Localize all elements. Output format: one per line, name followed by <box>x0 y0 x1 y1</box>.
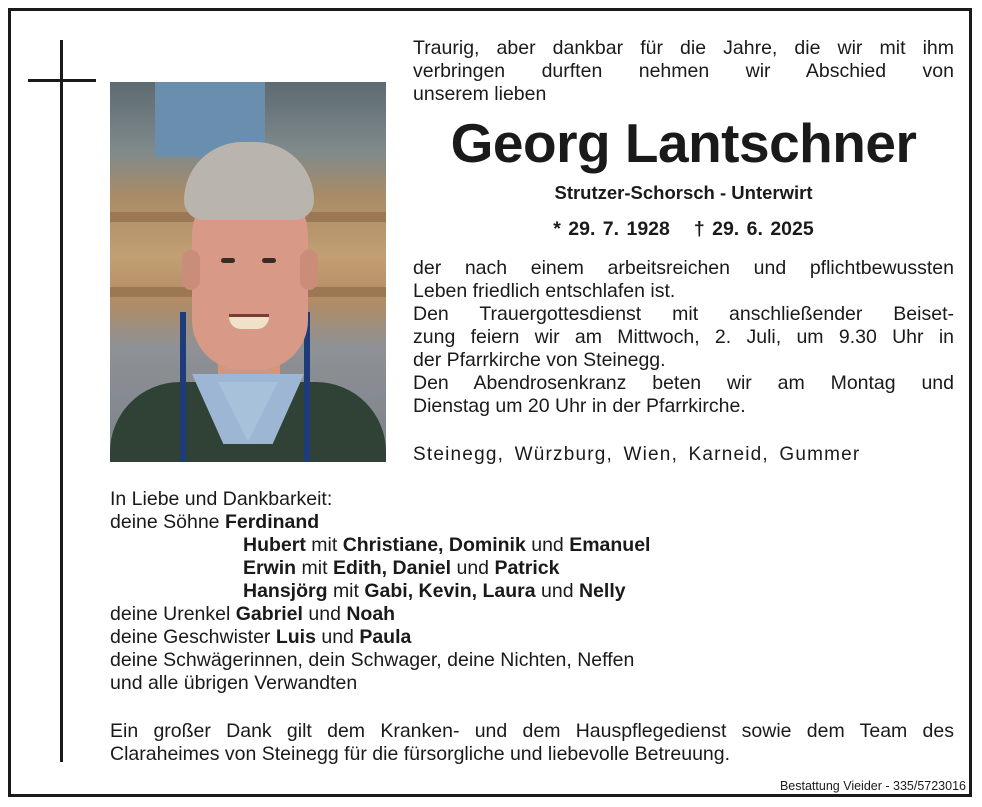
body-line: Den Abendrosenkranz beten wir am Montag und <box>413 372 954 394</box>
life-dates <box>413 218 954 241</box>
sons-line: Hansjörg mit Gabi, Kevin, Laura und Nelly <box>243 580 626 602</box>
body-line: Den Trauergottesdienst mit anschließender Beiset- <box>413 303 954 325</box>
thanks-line: Ein großer Dank gilt dem Kranken- und dem Hauspflegedienst sowie dem Team des <box>110 720 954 742</box>
death-date: † 29. 6. 2025 <box>693 218 814 240</box>
intro-line: unserem lieben <box>413 83 547 105</box>
intro-text <box>413 37 954 106</box>
relatives-line: und alle übrigen Verwandten <box>110 672 358 694</box>
body-line: Dienstag um 20 Uhr in der Pfarrkirche. <box>413 395 746 417</box>
sons-line: Hubert mit Christiane, Dominik und Emanuel <box>243 534 651 556</box>
body-line: der nach einem arbeitsreichen und pflichtbewussten <box>413 257 954 279</box>
siblings-line: deine Geschwister Luis und Paula <box>110 626 412 648</box>
family-heading: In Liebe und Dankbarkeit: <box>110 488 333 510</box>
sons-line: Erwin mit Edith, Daniel und Patrick <box>243 557 560 579</box>
great-grandchildren-line: deine Urenkel Gabriel und Noah <box>110 603 396 625</box>
cross-horizontal-bar <box>28 79 96 82</box>
family-list <box>110 488 650 695</box>
places-line: Steinegg, Würzburg, Wien, Karneid, Gummer <box>413 444 861 465</box>
intro-line: Traurig, aber dankbar für die Jahre, die wir mit ihm <box>413 37 954 59</box>
portrait-photo <box>110 82 386 462</box>
thanks-text <box>110 720 954 766</box>
thanks-line: Claraheimes von Steinegg für die fürsorgliche und liebevolle Betreuung. <box>110 743 731 765</box>
body-text <box>413 257 954 418</box>
funeral-home-footer: Bestattung Vieider - 335/5723016 <box>779 779 966 793</box>
cross-vertical-bar <box>60 40 63 762</box>
relatives-line: deine Schwägerinnen, dein Schwager, deine Nichten, Neffen <box>110 649 635 671</box>
birth-date: * 29. 7. 1928 <box>553 218 670 240</box>
body-line: zung feiern wir am Mittwoch, 2. Juli, um 9.30 Uhr in <box>413 326 954 348</box>
nickname: Strutzer-Schorsch - Unterwirt <box>554 182 813 203</box>
body-line: der Pfarrkirche von Steinegg. <box>413 349 666 371</box>
sons-line: deine Söhne Ferdinand <box>110 511 320 533</box>
deceased-name: Georg Lantschner <box>450 112 917 174</box>
body-line: Leben friedlich entschlafen ist. <box>413 280 676 302</box>
intro-line: verbringen durften nehmen wir Abschied von <box>413 60 954 82</box>
